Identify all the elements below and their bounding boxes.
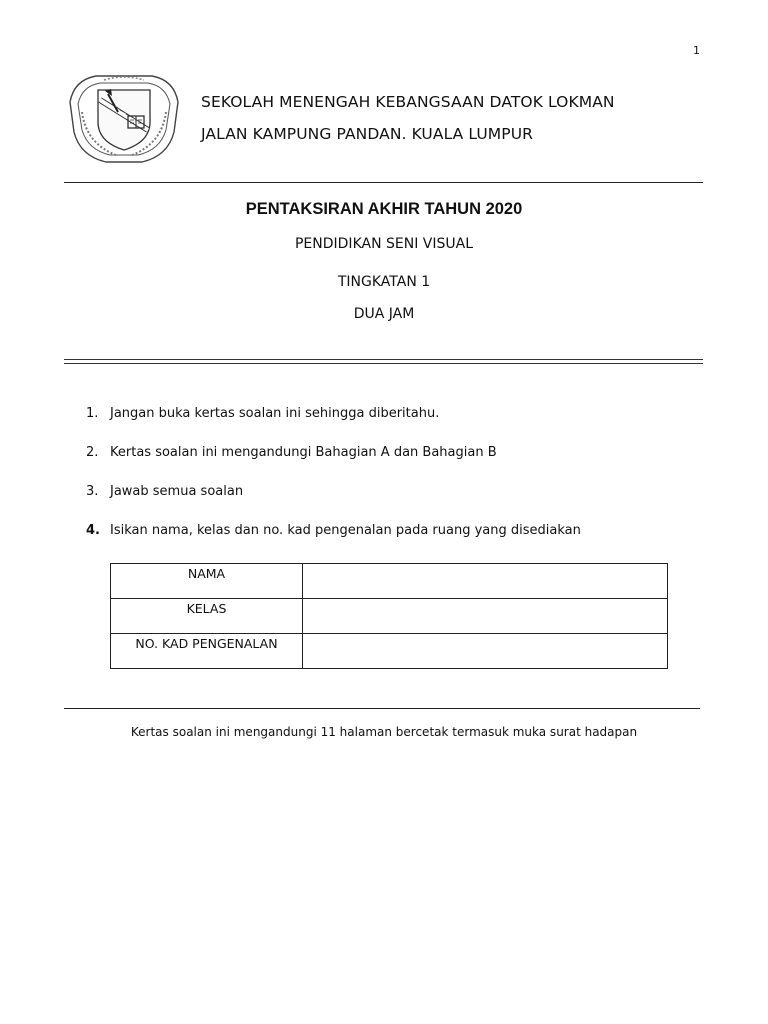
instruction-item bbox=[86, 406, 581, 445]
name-field[interactable] bbox=[303, 564, 668, 599]
instructions-list bbox=[86, 406, 581, 562]
instruction-text: Isikan nama, kelas dan no. kad pengenalan pada ruang yang disediakan bbox=[110, 523, 581, 538]
school-address: JALAN KAMPUNG PANDAN. KUALA LUMPUR bbox=[201, 125, 534, 143]
instruction-text: Kertas soalan ini mengandungi Bahagian A dan Bahagian B bbox=[110, 445, 497, 460]
class-field[interactable] bbox=[303, 599, 668, 634]
exam-title: PENTAKSIRAN AKHIR TAHUN 2020 bbox=[245, 200, 523, 218]
student-info-table bbox=[110, 563, 668, 669]
ic-number-label: NO. KAD PENGENALAN bbox=[111, 634, 303, 669]
school-crest-icon bbox=[64, 72, 184, 168]
instruction-number: 3. bbox=[86, 484, 99, 499]
instruction-item bbox=[86, 523, 581, 562]
instruction-item bbox=[86, 484, 581, 523]
instruction-number: 2. bbox=[86, 445, 99, 460]
instruction-number: 4. bbox=[86, 523, 100, 538]
double-divider bbox=[64, 359, 703, 364]
footer-note: Kertas soalan ini mengandungi 11 halaman bercetak termasuk muka surat hadapan bbox=[130, 725, 638, 739]
table-row bbox=[111, 599, 668, 634]
instruction-text: Jangan buka kertas soalan ini sehingga diberitahu. bbox=[110, 406, 440, 421]
school-name: SEKOLAH MENENGAH KEBANGSAAN DATOK LOKMAN bbox=[201, 93, 615, 111]
name-label: NAMA bbox=[111, 564, 303, 599]
exam-subject: PENDIDIKAN SENI VISUAL bbox=[294, 236, 473, 252]
header-divider bbox=[64, 182, 703, 183]
class-label: KELAS bbox=[111, 599, 303, 634]
instruction-text: Jawab semua soalan bbox=[110, 484, 244, 499]
footer-divider bbox=[64, 708, 700, 709]
exam-form: TINGKATAN 1 bbox=[337, 274, 431, 290]
table-row bbox=[111, 634, 668, 669]
ic-number-field[interactable] bbox=[303, 634, 668, 669]
instruction-item bbox=[86, 445, 581, 484]
instruction-number: 1. bbox=[86, 406, 99, 421]
page-number: 1 bbox=[693, 44, 700, 57]
table-row bbox=[111, 564, 668, 599]
exam-duration: DUA JAM bbox=[353, 306, 415, 322]
